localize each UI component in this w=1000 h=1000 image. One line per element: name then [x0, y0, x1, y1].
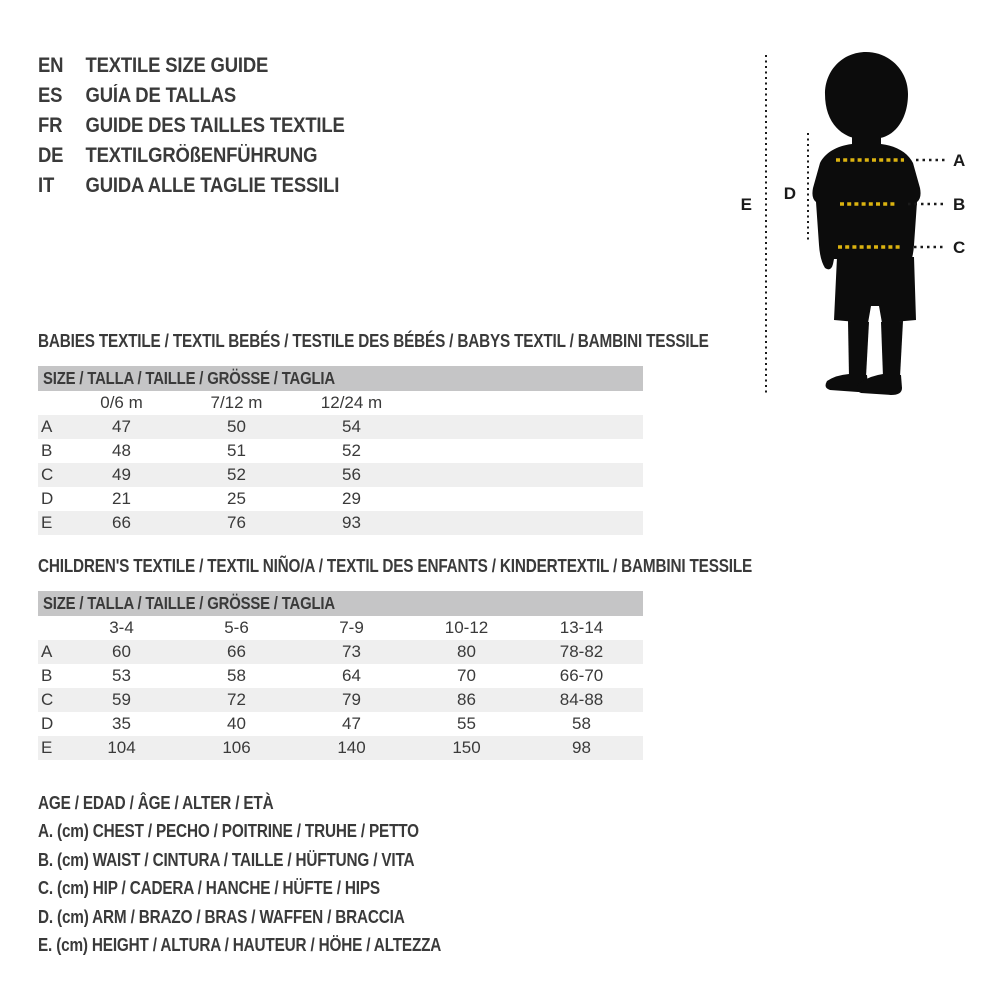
row-label: A — [41, 417, 53, 436]
column-header: 10-12 — [444, 618, 489, 637]
language-row — [38, 111, 345, 141]
column-header: 3-4 — [109, 618, 134, 637]
language-code: IT — [38, 174, 55, 197]
measure-label-c: C — [953, 238, 966, 257]
silhouette-torso-arms — [812, 130, 920, 269]
column-header-row — [38, 616, 643, 640]
value-cell: 72 — [227, 690, 246, 709]
language-row — [38, 51, 345, 81]
size-header-bar — [38, 591, 643, 616]
table-row — [38, 664, 643, 688]
row-label: E — [41, 513, 53, 532]
value-cell: 76 — [227, 513, 246, 532]
column-header: 0/6 m — [100, 393, 143, 412]
value-cell: 47 — [342, 714, 361, 733]
value-cell: 79 — [342, 690, 361, 709]
children-size-table — [38, 591, 643, 760]
legend-line — [38, 789, 512, 818]
column-header: 5-6 — [224, 618, 249, 637]
silhouette-left-leg — [848, 321, 869, 377]
table-row — [38, 439, 643, 463]
value-cell: 66-70 — [559, 666, 604, 685]
value-cell: 64 — [342, 666, 361, 685]
size-header-bar — [38, 366, 643, 391]
legend-line-text: C. (cm) HIP / CADERA / HANCHE / HÜFTE / HIPS — [38, 878, 380, 899]
row-label: D — [41, 489, 54, 508]
value-cell: 58 — [572, 714, 591, 733]
children-heading-text: CHILDREN'S TEXTILE / TEXTIL NIÑO/A / TEXTIL DES ENFANTS / KINDERTEXTIL / BAMBINI TESSILE — [38, 556, 753, 576]
value-cell: 93 — [342, 513, 361, 532]
value-cell: 56 — [342, 465, 361, 484]
value-cell: 66 — [112, 513, 131, 532]
legend-line-text: B. (cm) WAIST / CINTURA / TAILLE / HÜFTUNG / VITA — [38, 849, 415, 870]
size-header-label: SIZE / TALLA / TAILLE / GRÖSSE / TAGLIA — [43, 368, 335, 388]
measure-label-a: A — [953, 151, 966, 170]
language-code: FR — [38, 114, 63, 137]
value-cell: 73 — [342, 642, 361, 661]
value-cell: 98 — [572, 738, 591, 757]
measure-label-b: B — [953, 195, 966, 214]
value-cell: 21 — [112, 489, 131, 508]
row-label: B — [41, 441, 53, 460]
table-rows — [38, 640, 643, 760]
babies-size-table — [38, 366, 643, 535]
language-row — [38, 141, 345, 171]
children-section-heading — [38, 556, 878, 576]
table-row — [38, 688, 643, 712]
legend-line — [38, 846, 512, 875]
legend-line — [38, 818, 512, 847]
column-header: 12/24 m — [320, 393, 383, 412]
measure-label-e: E — [740, 195, 752, 214]
legend-line-text: A. (cm) CHEST / PECHO / POITRINE / TRUHE / PETTO — [38, 821, 419, 842]
silhouette-right-leg — [881, 321, 903, 377]
language-code: DE — [38, 144, 64, 167]
value-cell: 59 — [112, 690, 131, 709]
language-row — [38, 171, 345, 201]
value-cell: 52 — [342, 441, 361, 460]
value-cell: 70 — [457, 666, 476, 685]
value-cell: 55 — [457, 714, 476, 733]
legend-line-text: AGE / EDAD / ÂGE / ALTER / ETÀ — [38, 792, 274, 813]
legend-line — [38, 903, 512, 932]
language-title: TEXTILGRÖßENFÜHRUNG — [85, 144, 318, 167]
size-header-label: SIZE / TALLA / TAILLE / GRÖSSE / TAGLIA — [43, 593, 335, 613]
value-cell: 104 — [107, 738, 136, 757]
value-cell: 58 — [227, 666, 246, 685]
table-row — [38, 712, 643, 736]
child-silhouette-figure — [730, 40, 1000, 410]
language-title: GUIDA ALLE TAGLIE TESSILI — [85, 174, 340, 197]
row-label: C — [41, 465, 54, 484]
table-row — [38, 736, 643, 760]
column-header: 13-14 — [559, 618, 604, 637]
value-cell: 25 — [227, 489, 246, 508]
value-cell: 78-82 — [559, 642, 604, 661]
language-row — [38, 81, 345, 111]
value-cell: 47 — [112, 417, 131, 436]
legend-line — [38, 875, 512, 904]
table-row — [38, 511, 643, 535]
value-cell: 40 — [227, 714, 246, 733]
value-cell: 49 — [112, 465, 131, 484]
value-cell: 35 — [112, 714, 131, 733]
value-cell: 51 — [227, 441, 246, 460]
value-cell: 60 — [112, 642, 131, 661]
legend-line-text: E. (cm) HEIGHT / ALTURA / HAUTEUR / HÖHE / ALTEZZA — [38, 935, 442, 956]
row-label: C — [41, 690, 54, 709]
row-label: D — [41, 714, 54, 733]
value-cell: 80 — [457, 642, 476, 661]
measurement-legend — [38, 789, 512, 960]
column-header: 7-9 — [339, 618, 364, 637]
language-title: TEXTILE SIZE GUIDE — [85, 54, 269, 77]
column-header-row — [38, 391, 643, 415]
silhouette-shorts — [834, 257, 916, 323]
table-row — [38, 463, 643, 487]
legend-line — [38, 932, 512, 961]
value-cell: 53 — [112, 666, 131, 685]
value-cell: 150 — [452, 738, 481, 757]
row-label: A — [41, 642, 53, 661]
language-title: GUÍA DE TALLAS — [85, 84, 237, 107]
value-cell: 106 — [222, 738, 251, 757]
measure-label-d: D — [783, 184, 796, 203]
value-cell: 54 — [342, 417, 361, 436]
value-cell: 84-88 — [559, 690, 604, 709]
silhouette-head — [825, 52, 908, 139]
value-cell: 50 — [227, 417, 246, 436]
child-silhouette — [812, 52, 920, 395]
row-label: B — [41, 666, 53, 685]
column-header: 7/12 m — [210, 393, 263, 412]
value-cell: 140 — [337, 738, 366, 757]
table-row — [38, 415, 643, 439]
table-rows — [38, 415, 643, 535]
value-cell: 66 — [227, 642, 246, 661]
measure-line-D — [784, 133, 808, 243]
value-cell: 86 — [457, 690, 476, 709]
babies-section-heading — [38, 331, 827, 351]
row-label: E — [41, 738, 53, 757]
babies-heading-text: BABIES TEXTILE / TEXTIL BEBÉS / TESTILE DES BÉBÉS / BABYS TEXTIL / BAMBINI TESSILE — [38, 331, 709, 351]
legend-line-text: D. (cm) ARM / BRAZO / BRAS / WAFFEN / BRACCIA — [38, 906, 405, 927]
language-title: GUIDE DES TAILLES TEXTILE — [85, 114, 345, 137]
table-row — [38, 487, 643, 511]
value-cell: 52 — [227, 465, 246, 484]
language-code: EN — [38, 54, 64, 77]
table-row — [38, 640, 643, 664]
language-title-list — [38, 51, 386, 201]
value-cell: 29 — [342, 489, 361, 508]
value-cell: 48 — [112, 441, 131, 460]
language-code: ES — [38, 84, 63, 107]
